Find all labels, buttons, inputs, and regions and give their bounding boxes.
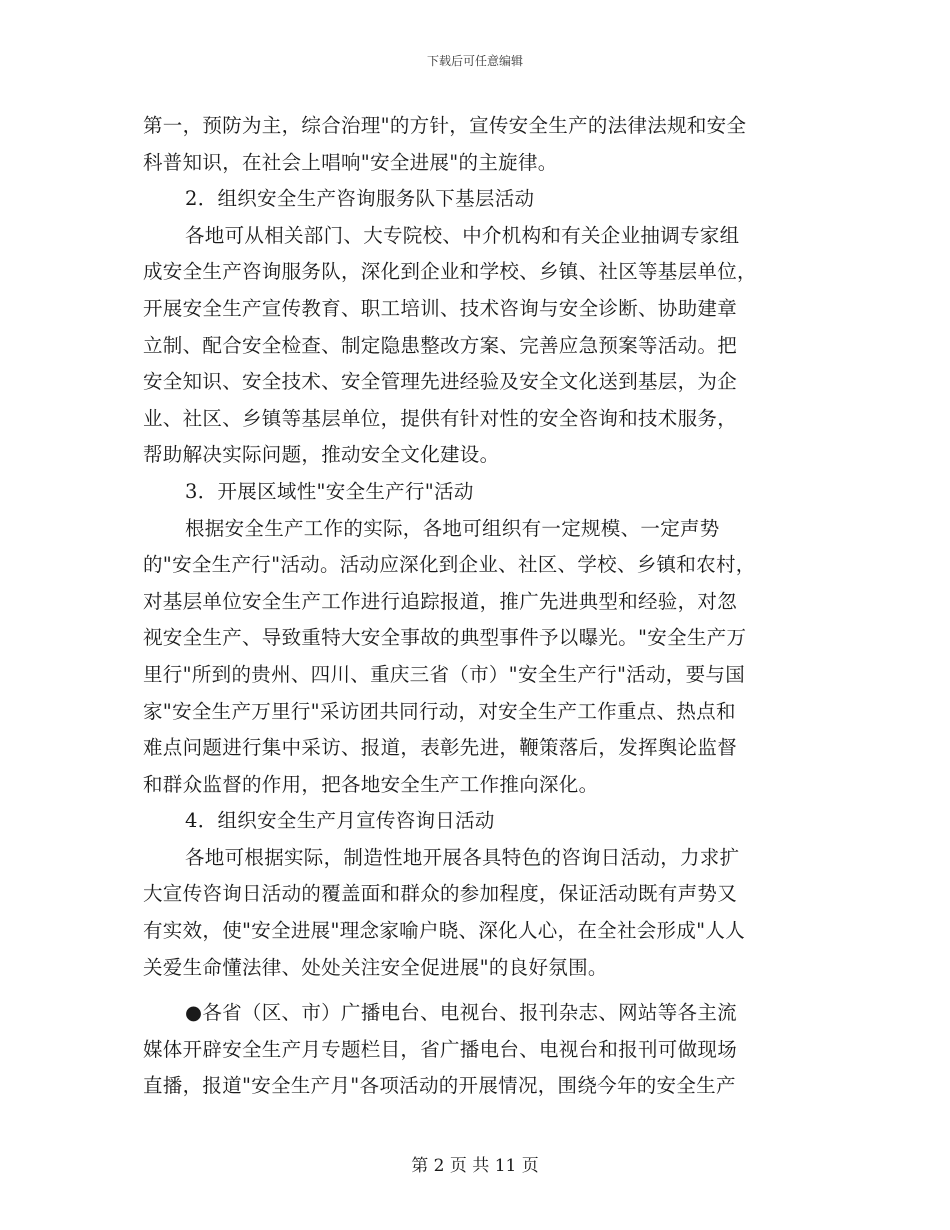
text-line: 和群众监督的作用，把各地安全生产工作推向深化。	[143, 772, 599, 796]
bullet-item: ●各省（区、市）广播电台、电视台、报刊杂志、网站等各主流	[185, 1001, 737, 1025]
text-line: 第一，预防为主，综合治理"的方针，宣传安全生产的法律法规和安全	[143, 114, 747, 137]
text-line: 的"安全生产行"活动。活动应深化到企业、社区、学校、乡镇和农村，	[143, 553, 756, 577]
text-line: 大宣传咨询日活动的覆盖面和群众的参加程度，保证活动既有声势又	[143, 882, 738, 906]
text-line: 各地可从相关部门、大专院校、中介机构和有关企业抽调专家组	[185, 223, 740, 247]
text-line: 媒体开辟安全生产月专题栏目，省广播电台、电视台和报刊可做现场	[143, 1037, 738, 1061]
text-line: 有实效，使"安全进展"理念家喻户晓、深化人心，在全社会形成"人人	[143, 919, 746, 943]
document-body	[143, 108, 808, 1105]
text-line: 直播，报道"安全生产月"各项活动的开展情况，围绕今年的安全生产	[143, 1074, 736, 1098]
text-line: 业、社区、乡镇等基层单位，提供有针对性的安全咨询和技术服务，	[143, 406, 738, 430]
section-heading-2: 2．组织安全生产咨询服务队下基层活动	[185, 187, 535, 211]
text-line: 里行"所到的贵州、四川、重庆三省（市）"安全生产行"活动，要与国	[143, 662, 746, 686]
text-line: 立制、配合安全检查、制定隐患整改方案、完善应急预案等活动。把	[143, 333, 738, 357]
text-line: 安全知识、安全技术、安全管理先进经验及安全文化送到基层，为企	[143, 370, 738, 394]
text-line: 开展安全生产宣传教育、职工培训、技术咨询与安全诊断、协助建章	[143, 296, 738, 320]
text-line: 帮助解决实际问题，推动安全文化建设。	[143, 443, 500, 467]
text-line: 关爱生命懂法律、处处关注安全促进展"的良好氛围。	[143, 955, 608, 979]
page-header: 下载后可任意编辑	[426, 54, 523, 68]
text-line: 难点问题进行集中采访、报道，表彰先进，鞭策落后，发挥舆论监督	[143, 736, 738, 760]
text-line: 科普知识，在社会上唱响"安全进展"的主旋律。	[143, 150, 558, 174]
text-line: 成安全生产咨询服务队，深化到企业和学校、乡镇、社区等基层单位，	[143, 260, 757, 284]
page-footer: 第 2 页 共 11 页	[411, 1156, 539, 1176]
text-line: 视安全生产、导致重特大安全事故的典型事件予以曝光。"安全生产万	[143, 626, 747, 650]
text-line: 根据安全生产工作的实际，各地可组织有一定规模、一定声势	[185, 516, 720, 540]
text-line: 家"安全生产万里行"采访团共同行动，对安全生产工作重点、热点和	[143, 699, 736, 723]
text-line: 对基层单位安全生产工作进行追踪报道，推广先进典型和经验，对忽	[143, 589, 738, 613]
text-line: 各地可根据实际，制造性地开展各具特色的咨询日活动，力求扩	[185, 845, 740, 869]
section-heading-4: 4．组织安全生产月宣传咨询日活动	[185, 809, 495, 833]
section-heading-3: 3．开展区域性"安全生产行"活动	[185, 479, 474, 503]
